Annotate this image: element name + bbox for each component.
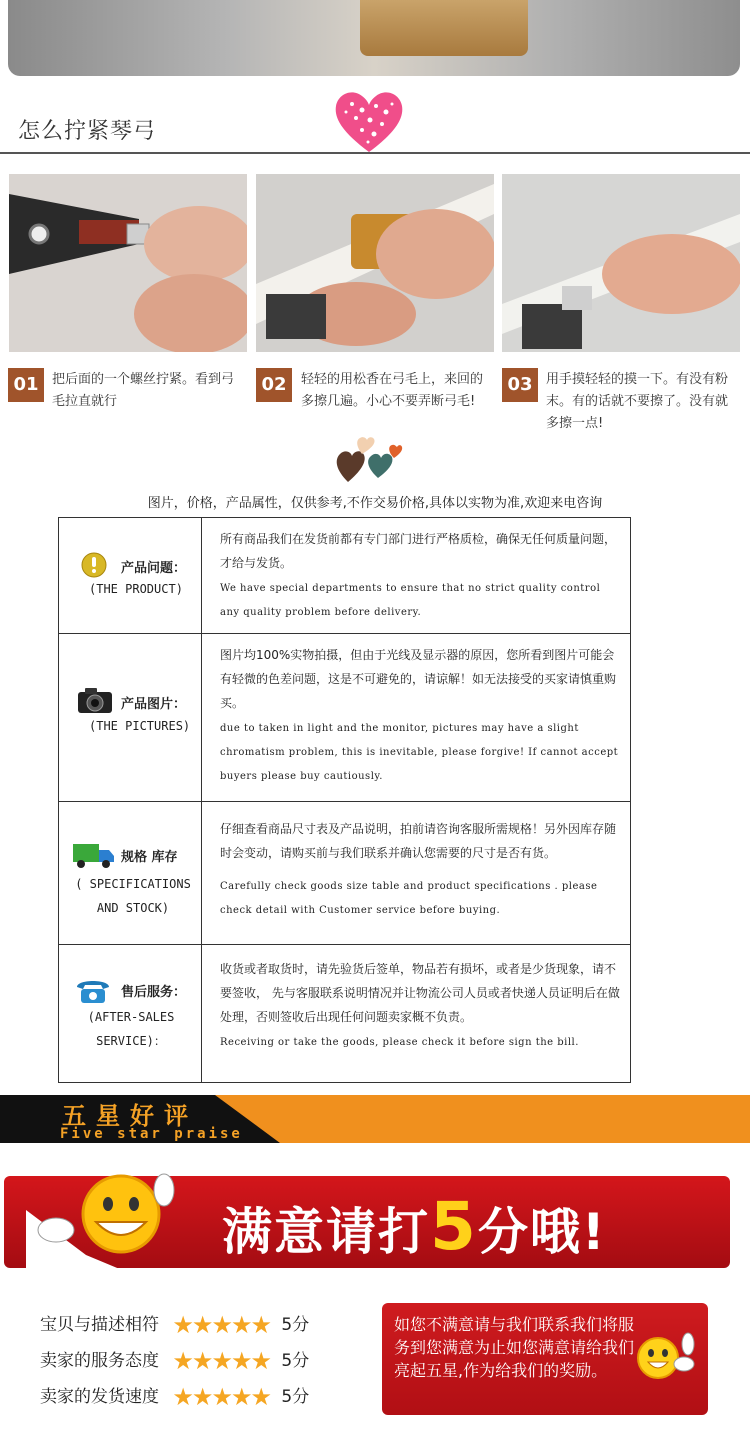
phone-icon (75, 977, 111, 1005)
text-en-product: We have special departments to ensure that no strict quality control any quality problem before delivery. (220, 583, 601, 618)
text-cn-pictures: 图片均100%实物拍摄，但由于光线及显示器的原因，您所看到图片可能会有轻微的色差问题，这是不可避免的，请谅解！如无法接受的买家请慎重购买。 (220, 648, 617, 710)
info-row-after-sales (59, 945, 630, 1082)
rating-row-description (40, 1310, 309, 1339)
rating-score: 5分 (281, 1387, 310, 1407)
info-row-specifications (59, 802, 630, 945)
praise-title-cn: 五星好评 (62, 1102, 198, 1130)
disclaimer-text: 图片，价格，产品属性，仅供参考,不作交易价格,具体以实物为准,欢迎来电咨询 (147, 496, 603, 511)
rating-request-pre: 满意请打 (222, 1203, 430, 1261)
heart-icon (332, 86, 406, 156)
rosin-photo (8, 0, 740, 76)
label-en-product: (THE PRODUCT) (89, 582, 183, 596)
rating-score: 5分 (281, 1315, 310, 1335)
camera-icon (77, 686, 113, 714)
label-cn-pictures: 产品图片： (121, 697, 187, 712)
step-badge-2: 02 (256, 368, 292, 402)
text-cn-product: 所有商品我们在发货前都有专门部门进行严格质检，确保无任何质量问题，才给与发货。 (220, 532, 617, 570)
label-cn-after-sales: 售后服务： (121, 985, 187, 1000)
text-en-specifications: Carefully check goods size table and product specifications . please check detail with Customer service before buying. (220, 881, 598, 916)
five-stars-icon: ★★★★★ (172, 1383, 270, 1411)
title-divider (0, 152, 750, 154)
rating-row-shipping (40, 1382, 309, 1411)
step-text-2: 轻轻的用松香在弓毛上，来回的多擦几遍。小心不要弄断弓毛! (301, 372, 484, 409)
label-cn-specifications: 规格 库存 (121, 850, 178, 865)
rating-request-text (222, 1188, 607, 1265)
rosin-block (360, 0, 528, 56)
step-badge-3: 03 (502, 368, 538, 402)
info-row-product (59, 518, 630, 634)
info-row-pictures (59, 634, 630, 802)
thumbs-up-smiley-icon (628, 1330, 700, 1384)
rating-label: 宝贝与描述相符 (40, 1315, 159, 1335)
thumbs-up-smiley-icon (26, 1170, 176, 1282)
rating-request-five: 5 (430, 1188, 478, 1265)
label-en-pictures: (THE PICTURES) (89, 719, 191, 733)
decorative-hearts-icon (334, 432, 406, 486)
rating-row-service (40, 1346, 309, 1375)
rating-label: 卖家的服务态度 (40, 1351, 159, 1371)
text-en-after-sales: Receiving or take the goods, please check it before sign the bill. (220, 1037, 579, 1048)
text-cn-specifications: 仔细查看商品尺寸表及产品说明，拍前请咨询客服所需规格！另外因库存随时会变动，请购买前与我们联系并确认您需要的尺寸是否有货。 (220, 822, 617, 860)
label-en-specifications: ( SPECIFICATIONS AND STOCK) (75, 877, 191, 915)
step-text-3: 用手摸轻轻的摸一下。有没有粉末。有的话就不要擦了。没有就多擦一点! (546, 372, 729, 431)
exclamation-icon (81, 552, 107, 578)
step-badge-1: 01 (8, 368, 44, 402)
info-table (58, 517, 631, 1083)
text-cn-after-sales: 收货或者取货时，请先验货后签单，物品若有损坏，或者是少货现象，请不要签收， 先与客服联系说明情况并让物流公司人员或者快递人员证明后在做处理，否则签收后出现任何问题卖家概不负责。 (220, 962, 620, 1024)
step-photo-1 (9, 174, 247, 352)
rating-request-post: 分哦! (477, 1203, 607, 1261)
label-cn-product: 产品问题： (121, 561, 187, 576)
five-stars-icon: ★★★★★ (172, 1347, 270, 1375)
praise-title-en: Five star praise (60, 1126, 243, 1142)
rating-label: 卖家的发货速度 (40, 1387, 159, 1407)
step-photo-3 (502, 174, 740, 352)
truck-icon (71, 840, 115, 870)
step-text-1: 把后面的一个螺丝拧紧。看到弓毛拉直就行 (52, 372, 235, 409)
label-en-after-sales: (AFTER-SALES SERVICE)： (87, 1010, 175, 1048)
contact-text: 如您不满意请与我们联系我们将服务到您满意为止如您满意请给我们亮起五星,作为给我们的奖励。 (394, 1315, 635, 1380)
text-en-pictures: due to taken in light and the monitor, pictures may have a slight chromatism problem, this is inevitable, please forgive! If cannot accept buyers please buy cautiously. (220, 723, 619, 782)
five-stars-icon: ★★★★★ (172, 1311, 270, 1339)
step-photo-2 (256, 174, 494, 352)
rating-score: 5分 (281, 1351, 310, 1371)
section-title: 怎么拧紧琴弓 (18, 119, 157, 144)
